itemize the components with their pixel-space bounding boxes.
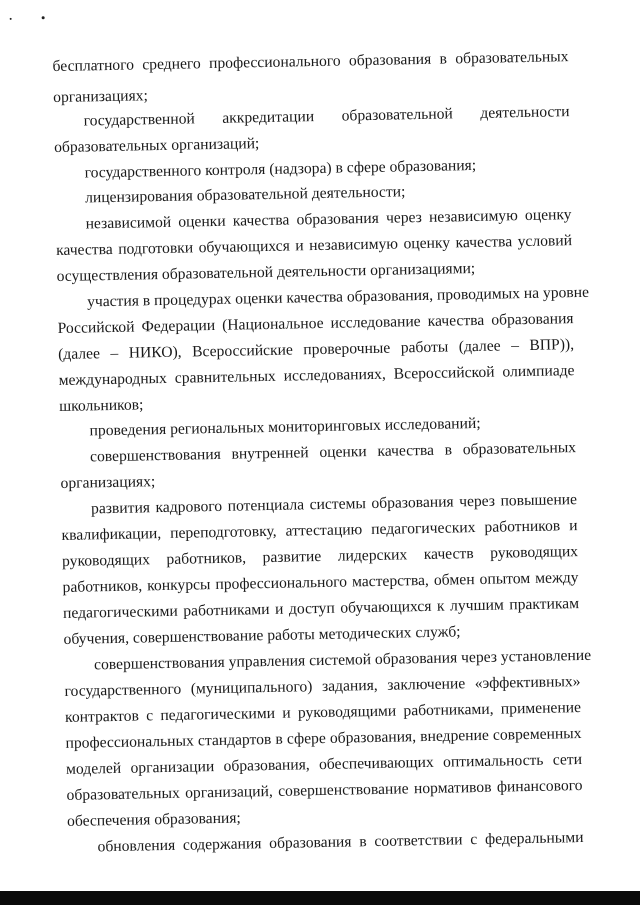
scan-mark	[42, 16, 45, 19]
text-line: организациях;	[53, 87, 149, 107]
text-line: совершенствования управления системой образования через установление	[93, 646, 592, 674]
text-line: моделей организации образования, обеспечивающих оптимальность сети	[65, 751, 583, 778]
text-line: участия в процедурах оценки качества образования, проводимых на уровне	[86, 283, 590, 311]
text-line: совершенствования внутренней оценки качества в образовательных	[89, 439, 577, 466]
text-line: школьников;	[58, 396, 144, 415]
text-line: обеспечения образования;	[66, 809, 241, 830]
text-line: образовательных организаций, совершенствование нормативов финансового	[66, 777, 583, 804]
text-line: педагогическими работниками и доступ обучающихся к лучшим практикам	[62, 595, 580, 622]
text-line: качества подготовки обучающихся и независимую оценку качества условий	[55, 232, 573, 260]
text-line: государственной аккредитации образовательной деятельности	[83, 103, 570, 130]
text-line: независимой оценки качества образования через независимую оценку	[85, 206, 572, 233]
text-line: профессиональных стандартов в сфере образования, внедрение современных	[65, 725, 582, 752]
text-line: Российской Федерации (Национальное исследование качества образования	[57, 310, 574, 338]
text-line: осуществления образовательной деятельности организациями;	[56, 259, 476, 286]
scan-bottom-edge	[0, 891, 640, 905]
text-line: бесплатного среднего профессионального образования в образовательных	[52, 48, 569, 76]
text-line: квалификации, переподготовку, аттестацию педагогических работников и	[61, 517, 578, 544]
scan-mark	[10, 18, 12, 20]
text-line: развития кадрового потенциала системы образования через повышение	[90, 491, 578, 518]
text-line: международных сравнительных исследованиях, Всероссийской олимпиаде	[58, 362, 575, 390]
text-line: работников, конкурсы профессионального мастерства, обмен опытом между	[62, 569, 579, 596]
text-line: образовательных организаций;	[53, 135, 260, 157]
text-line: руководящих работников, развитие лидерских качеств руководящих	[61, 543, 579, 570]
text-line: контрактов с педагогическими и руководящими работниками, применение	[64, 699, 582, 726]
text-line: государственного (муниципального) задания, заключение «эффективных»	[64, 673, 581, 700]
text-line: государственного контроля (надзора) в сфере образования;	[84, 156, 477, 182]
text-line: обучения, совершенствование работы методических служб;	[63, 623, 461, 648]
text-line: лицензирования образовательной деятельности;	[84, 183, 406, 207]
text-line: обновления содержания образования в соответствии с федеральными	[97, 829, 584, 856]
text-line: (далее – НИКО), Всероссийские проверочные работы (далее – ВПР)),	[57, 336, 575, 364]
text-line: организациях;	[60, 473, 156, 492]
text-line: проведения региональных мониторинговых исследований;	[89, 414, 481, 440]
